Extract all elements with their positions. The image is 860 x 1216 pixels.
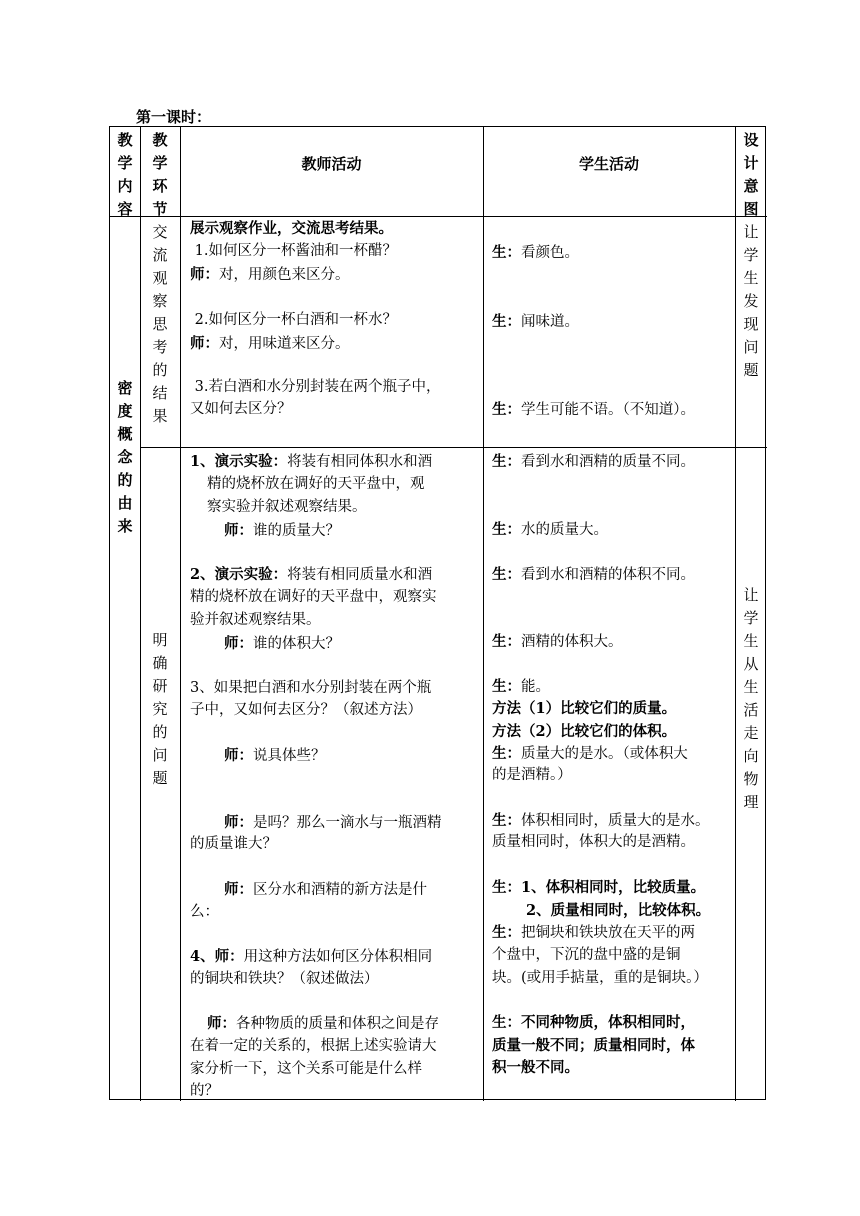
stage-exchange-results: 交 流 观 察 思 考 的 结 果 (152, 223, 168, 425)
column-divider (140, 127, 141, 1101)
column-divider (735, 127, 736, 1101)
lesson-plan-table: 教 学 内 容 教 学 环 节 教师活动 学生活动 设 计 意 图 密 度 概 念 的 由 来 交 流 观 察 思 考 的 结 果 让 学 生 发 现 问 题 展示观察作业，交流思考结果。 1.如何区分一杯酱油和一杯醋？ 师：对，用颜色来区分。 2.如何区分一杯白酒和一杯水？ 师：对，用味道来区分。 3.若白酒和水分别封装在两个瓶子中， 又如何去区分？ 生：看颜色。 生：闻味道。 生：学生可能不语。（不知道）。 明 确 研 究 的 问 题 让 学 生 从 生 活 走 向 物 理 1、演示实验：将装有相同体积水和酒 精的烧杯放在调好的天平盘中，观 察实验并叙述观察结果。 师：谁的质量大？ 2、演示实验：将装有相同质量水和酒 精的烧杯放在调好的天平盘中，观察实 验并叙述观察结果。 师：谁的体积大？ 3、如果把白酒和水分别封装在两个瓶 子中，又如何去区分？（叙述方法） 师：说具体些？ 师：是吗？那么一滴水与一瓶酒精 的质量谁大？ 师：区分水和酒精的新方法是什 么： 4、师：用这种方法如何区分体积相同 的铜块和铁块？（叙述做法） 师：各种物质的质量和体积之间是存 在着一定的关系的，根据上述实验请大 家分析一下，这个关系可能是什么样 的？ 生：看到水和酒精的质量不同。 生：水的质量大。 生：看到水和酒精的体积不同。 生：酒精的体积大。 生：能。 方法（1）比较它们的质量。 方法（2）比较它们的体积。 生：质量大的是水。（或体积大 的是酒精。） 生：体积相同时，质量大的是水。 质量相同时，体积大的是酒精。 生：1、体积相同时，比较质量。 2、质量相同时，比较体积。 生：把铜块和铁块放在天平的两 个盘中，下沉的盘中盛的是铜 块。(或用手掂量，重的是铜块。） 生：不同种物质，体积相同时， 质量一般不同；质量相同时，体 积一般不同。 (109, 126, 766, 1100)
header-teacher-activity: 教师活动 (301, 155, 362, 173)
content-density-concept: 密 度 概 念 的 由 来 (117, 379, 133, 535)
header-teaching-content: 教 学 内 容 (117, 131, 133, 218)
stage-clarify-question: 明 确 研 究 的 问 题 (152, 631, 168, 787)
header-student-activity: 学生活动 (578, 155, 639, 173)
lesson-title: 第一课时： (136, 108, 212, 126)
intent-life-to-physics: 让 学 生 从 生 活 走 向 物 理 (743, 586, 759, 811)
row-divider (140, 447, 767, 448)
column-divider (483, 127, 484, 1101)
header-teaching-stage: 教 学 环 节 (152, 131, 168, 218)
header-design-intent: 设 计 意 图 (743, 131, 759, 218)
intent-discover-problem: 让 学 生 发 现 问 题 (743, 223, 759, 379)
column-divider (180, 127, 181, 1101)
